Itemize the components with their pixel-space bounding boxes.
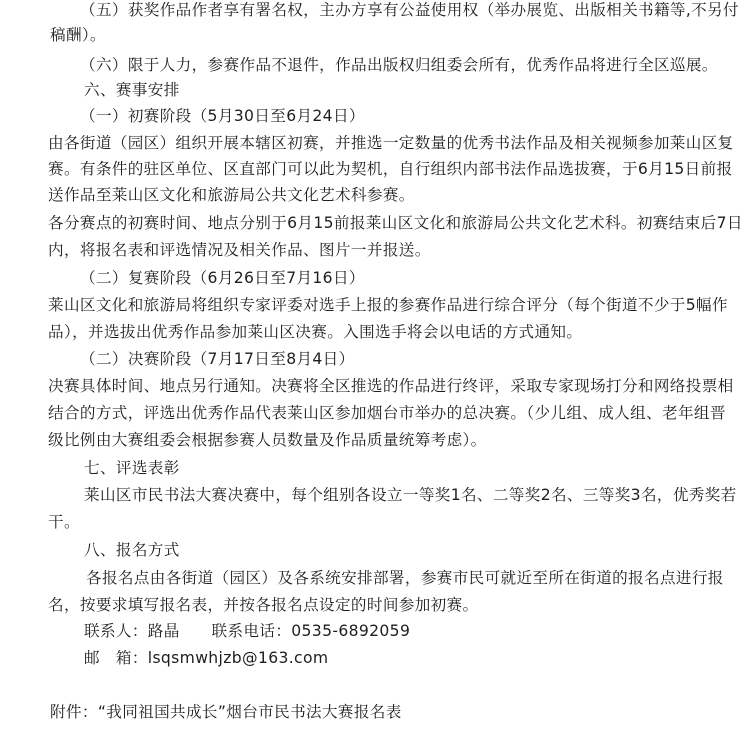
text-line: （六）限于人力，参赛作品不退件，作品出版权归组委会所有，优秀作品将进行全区巡展。 [80,56,718,74]
text-line: 送作品至莱山区文化和旅游局公共文化艺术科参赛。 [48,186,415,204]
subsection-heading: （二）复赛阶段（6月26日至7月16日） [80,269,365,287]
text-line: 名，按要求填写报名表，并按各报名点设定的时间参加初赛。 [48,596,479,614]
subsection-heading: （一）初赛阶段（5月30日至6月24日） [80,107,365,125]
attachment-line: 附件：“我同祖国共成长”烟台市民书法大赛报名表 [50,703,402,721]
text-line: 赛。有条件的驻区单位、区直部门可以此为契机，自行组织内部书法作品选拔赛，于6月15日前报 [48,160,733,178]
text-line: 由各街道（园区）组织开展本辖区初赛，并推选一定数量的优秀书法作品及相关视频参加莱山区复 [48,134,734,152]
text-line: 决赛具体时间、地点另行通知。决赛将全区推选的作品进行终评，采取专家现场打分和网络投票相 [48,377,734,395]
text-line: 干。 [48,513,80,531]
email-line: 邮 箱：lsqsmwhjzb@163.com [84,649,329,667]
text-line: 各分赛点的初赛时间、地点分别于6月15前报莱山区文化和旅游局公共文化艺术科。初赛结束后7日 [48,214,743,232]
text-line: 稿酬）。 [50,26,106,44]
text-line: 各报名点由各街道（园区）及各系统安排部署，参赛市民可就近至所在街道的报名点进行报 [86,569,724,587]
section-heading: 八、报名方式 [84,541,180,559]
section-heading: 六、赛事安排 [84,81,180,99]
contact-line: 联系人：路晶 联系电话：0535-6892059 [84,622,411,640]
section-heading: 七、评选表彰 [84,459,180,477]
text-line: 莱山区市民书法大赛决赛中，每个组别各设立一等奖1名、二等奖2名、三等奖3名，优秀奖若 [84,486,737,504]
text-line: 结合的方式，评选出优秀作品代表莱山区参加烟台市举办的总决赛。（少儿组、成人组、老年组晋 [48,404,726,422]
text-line: （五）获奖作品作者享有署名权，主办方享有公益使用权（举办展览、出版相关书籍等,不另付 [80,1,740,19]
text-line: 莱山区文化和旅游局将组织专家评委对选手上报的参赛作品进行综合评分（每个街道不少于5幅作 [48,296,728,314]
text-line: 级比例由大赛组委会根据参赛人员数量及作品质量统筹考虑）。 [48,431,487,449]
text-line: 品），并选拔出优秀作品参加莱山区决赛。入围选手将会以电话的方式通知。 [48,323,583,341]
text-line: 内，将报名表和评选情况及相关作品、图片一并报送。 [48,241,431,259]
subsection-heading: （二）决赛阶段（7月17日至8月4日） [80,350,355,368]
